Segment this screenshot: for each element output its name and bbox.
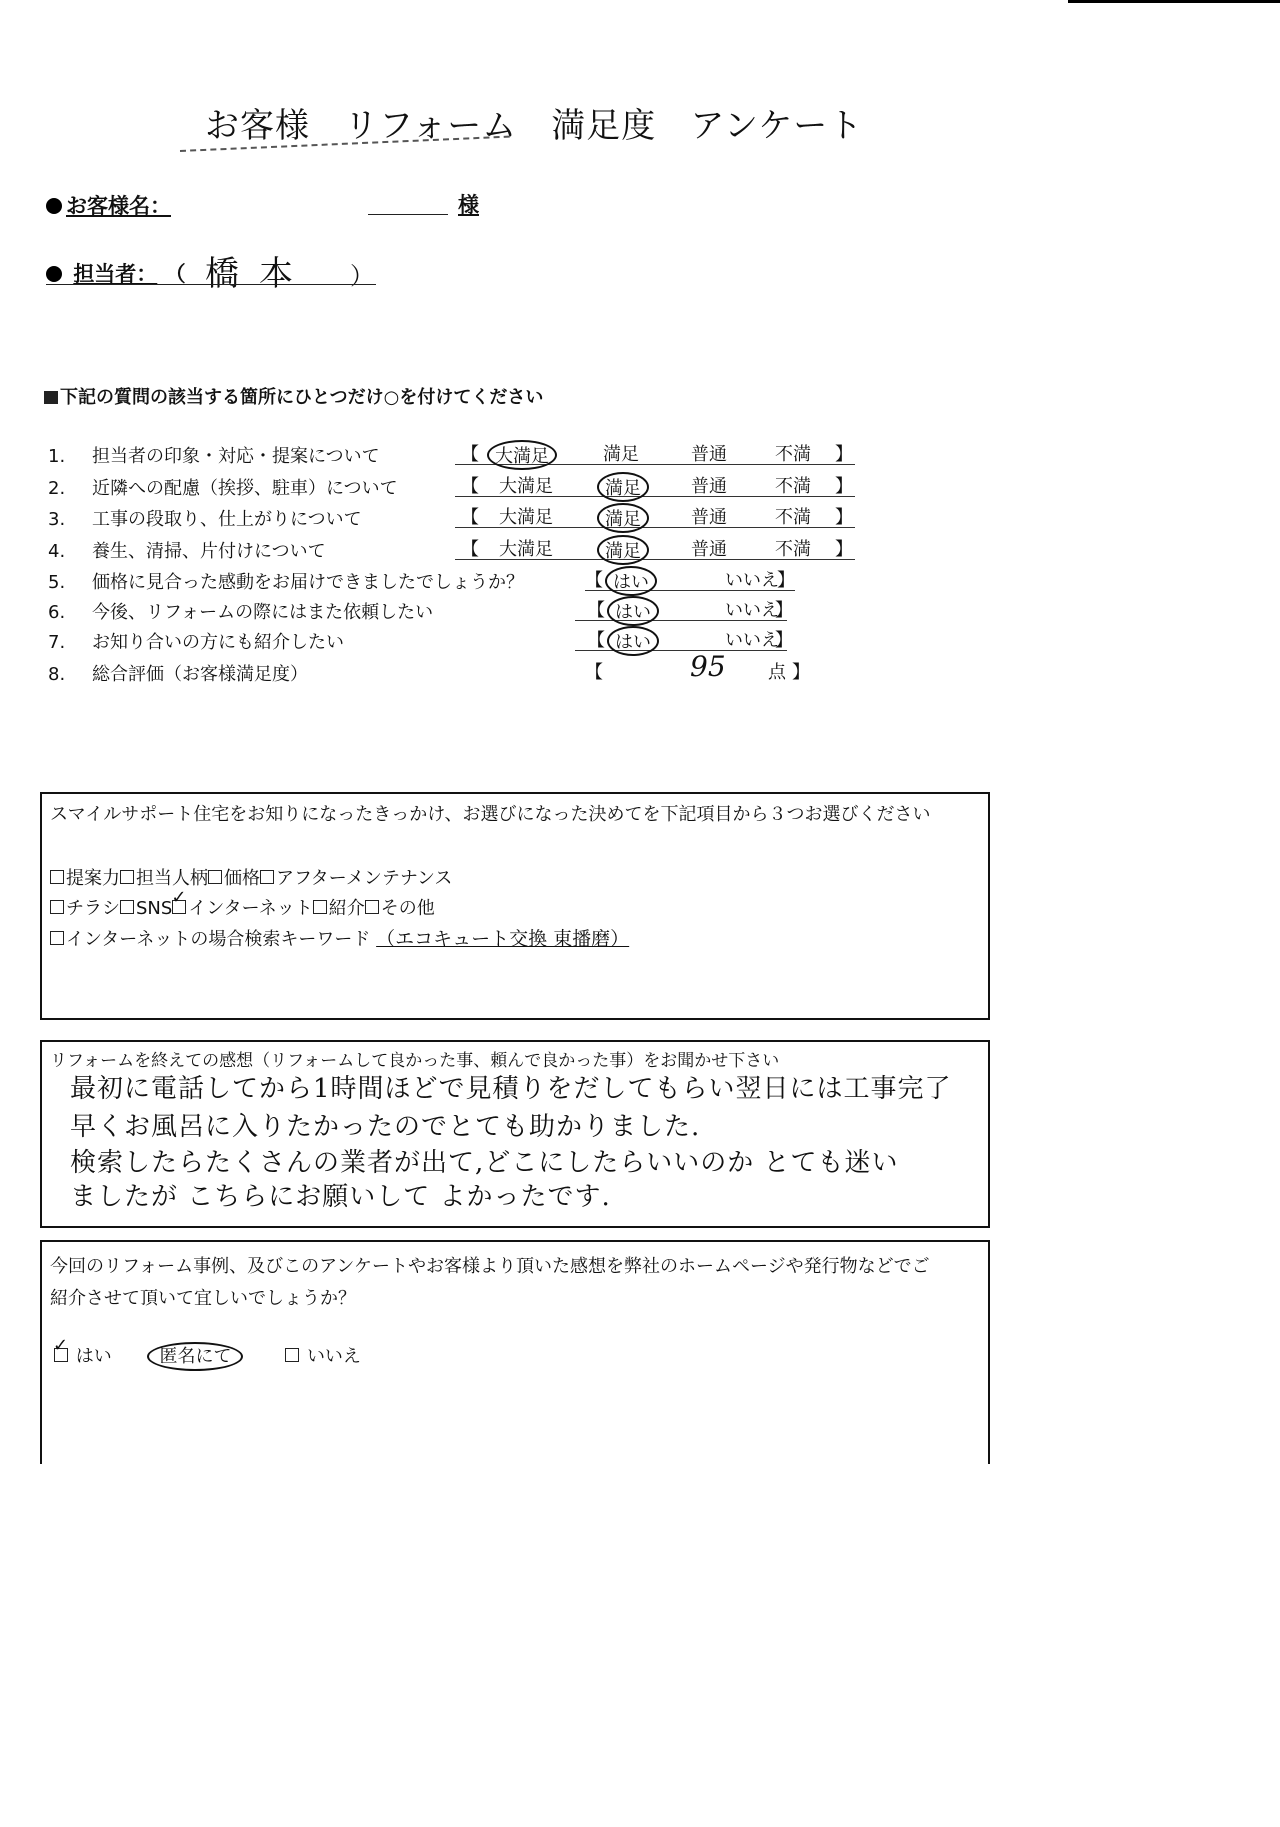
permission-section [40, 1240, 990, 1464]
impression-line[interactable]: 検索したらたくさんの業者が出て,どこにしたらいいのか とても迷い [70, 1148, 899, 1178]
bullet-icon [46, 198, 62, 214]
customer-name-label: お客様名： [66, 194, 171, 218]
permission-options [54, 1342, 361, 1368]
bracket-open: 【 [587, 630, 605, 651]
square-bullet-icon [44, 391, 58, 404]
option-daimanzoku[interactable]: 大満足 [499, 539, 553, 560]
option-fuman[interactable]: 不満 [775, 476, 811, 497]
checkbox-internet-checked[interactable] [172, 900, 186, 914]
option-hai-selected[interactable]: はい [605, 566, 657, 596]
option-manzoku-selected[interactable]: 満足 [597, 503, 649, 533]
score-unit: 点 [768, 662, 786, 683]
no-label: いいえ [306, 1346, 361, 1367]
checkbox-label: SNS [136, 898, 173, 919]
option-futsuu[interactable]: 普通 [691, 444, 727, 465]
staff-underline [46, 284, 376, 285]
question-text: 総合評価（お客様満足度） [92, 664, 308, 685]
question-7 [48, 628, 344, 654]
checkbox-label: 紹介 [328, 898, 365, 919]
overall-score-handwritten[interactable]: 95 [690, 650, 726, 683]
impression-line[interactable]: ましたが こちらにお願いして よかったです. [70, 1182, 611, 1212]
question-5-options [585, 566, 795, 591]
question-text: 担当者の印象・対応・提案について [92, 446, 380, 467]
search-keyword-value[interactable]: （エコキュート交換 東播磨） [376, 928, 630, 950]
bracket-close: 】 [835, 539, 853, 560]
bracket-open: 【 [461, 507, 479, 528]
checkbox-yes-checked[interactable] [54, 1348, 68, 1362]
bracket-open: 【 [461, 539, 479, 560]
staff-paren-close: ） [350, 262, 374, 290]
question-number: 6. [48, 602, 66, 623]
bracket-close: 】 [775, 630, 793, 651]
discovery-section [40, 792, 990, 1020]
customer-name-underline [368, 214, 448, 215]
question-5 [48, 568, 524, 594]
checkbox-label: インターネット [188, 898, 313, 919]
question-number: 2. [48, 478, 66, 499]
checkbox-referral[interactable] [313, 900, 327, 914]
question-6-options [575, 596, 793, 623]
option-fuman[interactable]: 不満 [775, 444, 811, 465]
question-3 [48, 505, 362, 531]
option-fuman[interactable]: 不満 [775, 507, 811, 528]
impression-line[interactable]: 早くお風呂に入りたかったのでとても助かりました. [70, 1112, 701, 1142]
question-text: 今後、リフォームの際にはまた依頼したい [92, 602, 434, 623]
checkbox-flyer[interactable] [50, 900, 64, 914]
customer-name-row [46, 190, 171, 220]
option-iie[interactable]: いいえ [725, 630, 779, 651]
option-daimanzoku[interactable]: 大満足 [499, 476, 553, 497]
permission-heading-line-2: 紹介させて頂いて宜しいでしょうか？ [50, 1288, 356, 1309]
option-futsuu[interactable]: 普通 [691, 507, 727, 528]
question-number: 5. [48, 572, 66, 593]
option-manzoku-selected[interactable]: 満足 [597, 535, 649, 565]
title-part: アンケート [690, 106, 864, 146]
question-4 [48, 537, 326, 563]
instruction-label: 下記の質問の該当する箇所にひとつだけ○を付けてください [60, 387, 544, 408]
option-daimanzoku-selected[interactable]: 大満足 [487, 440, 557, 470]
question-1 [48, 442, 380, 468]
discovery-options-row-2 [50, 894, 435, 920]
title-part: リフォーム [344, 106, 518, 146]
question-1-options [455, 440, 855, 465]
bracket-open: 【 [587, 600, 605, 621]
bracket-close: 】 [775, 600, 793, 621]
question-2-options [455, 472, 855, 497]
question-text: 養生、清掃、片付けについて [92, 541, 326, 562]
bracket-open: 【 [461, 444, 479, 465]
staff-label: 担当者： [73, 262, 158, 286]
discovery-options-row-1 [50, 864, 452, 890]
scan-edge-bar [1068, 0, 1280, 3]
customer-name-field[interactable] [370, 190, 440, 212]
impressions-heading: リフォームを終えての感想（リフォームして良かった事、頼んで良かった事）をお聞かせ下さい [50, 1051, 780, 1071]
score-bracket-close: 】 [792, 662, 810, 683]
bracket-close: 】 [777, 570, 795, 591]
question-6 [48, 598, 433, 624]
checkbox-label: 提案力 [66, 868, 120, 889]
title-part: お客様 [205, 106, 310, 146]
question-number: 8. [48, 664, 66, 685]
option-hai-selected[interactable]: はい [607, 596, 659, 626]
bracket-close: 】 [835, 507, 853, 528]
checkbox-proposal[interactable] [50, 870, 64, 884]
question-text: 価格に見合った感動をお届けできましたでしょうか？ [92, 572, 524, 593]
impressions-section [40, 1040, 990, 1228]
yes-label: はい [75, 1346, 112, 1367]
checkbox-label: その他 [380, 898, 435, 919]
bullet-icon [46, 266, 62, 282]
title-part: 満足度 [551, 106, 657, 146]
option-manzoku[interactable]: 満足 [603, 444, 639, 465]
option-fuman[interactable]: 不満 [775, 539, 811, 560]
option-daimanzoku[interactable]: 大満足 [499, 507, 553, 528]
option-iie[interactable]: いいえ [725, 600, 779, 621]
question-8 [48, 660, 308, 686]
checkbox-no[interactable] [285, 1348, 299, 1362]
checkbox-label: 担当人柄 [136, 868, 208, 889]
impression-line[interactable]: 最初に電話してから1時間ほどで見積りをだしてもらい翌日には工事完了 [70, 1074, 952, 1104]
discovery-heading: スマイルサポート住宅をお知りになったきっかけ、お選びになった決めてを下記項目から３つお選びください [50, 804, 931, 825]
checkbox-label: チラシ [66, 898, 120, 919]
option-futsuu[interactable]: 普通 [691, 476, 727, 497]
question-number: 4. [48, 541, 66, 562]
question-4-options [455, 535, 855, 560]
question-text: お知り合いの方にも紹介したい [92, 632, 344, 653]
checkbox-price[interactable] [208, 870, 222, 884]
score-bracket-open: 【 [585, 662, 603, 683]
option-futsuu[interactable]: 普通 [691, 539, 727, 560]
permission-heading-line-1: 今回のリフォーム事例、及びこのアンケートやお客様より頂いた感想を弊社のホームページや発行物などでご [50, 1256, 930, 1277]
checkbox-search-keyword[interactable] [50, 931, 64, 945]
checkbox-sns[interactable] [120, 900, 134, 914]
option-manzoku-selected[interactable]: 満足 [597, 472, 649, 502]
customer-name-suffix: 様 [458, 193, 479, 217]
checkbox-other[interactable] [365, 900, 379, 914]
option-hai-selected[interactable]: はい [607, 626, 659, 656]
question-number: 7. [48, 632, 66, 653]
checkbox-after-maintenance[interactable] [260, 870, 274, 884]
search-keyword-label: インターネットの場合検索キーワード [66, 929, 371, 950]
checkbox-label: 価格 [224, 868, 260, 889]
question-text: 近隣への配慮（挨拶、駐車）について [92, 478, 398, 499]
question-2 [48, 474, 398, 500]
page-title [205, 98, 897, 147]
anonymous-option-circled[interactable]: 匿名にて [147, 1342, 243, 1371]
question-text: 工事の段取り、仕上がりについて [92, 509, 362, 530]
bracket-open: 【 [461, 476, 479, 497]
question-7-options [575, 626, 793, 653]
checkbox-staff-personality[interactable] [120, 870, 134, 884]
staff-paren-open: （ [164, 262, 186, 286]
bracket-open: 【 [585, 570, 603, 591]
search-keyword-row [50, 924, 629, 951]
staff-name-handwritten[interactable]: 橋本 [205, 254, 313, 294]
question-3-options [455, 503, 855, 528]
question-number: 3. [48, 509, 66, 530]
bracket-close: 】 [835, 476, 853, 497]
checkbox-label: アフターメンテナンス [276, 868, 453, 889]
instruction-text [44, 383, 543, 409]
question-number: 1. [48, 446, 66, 467]
option-iie[interactable]: いいえ [725, 570, 779, 591]
bracket-close: 】 [835, 444, 853, 465]
